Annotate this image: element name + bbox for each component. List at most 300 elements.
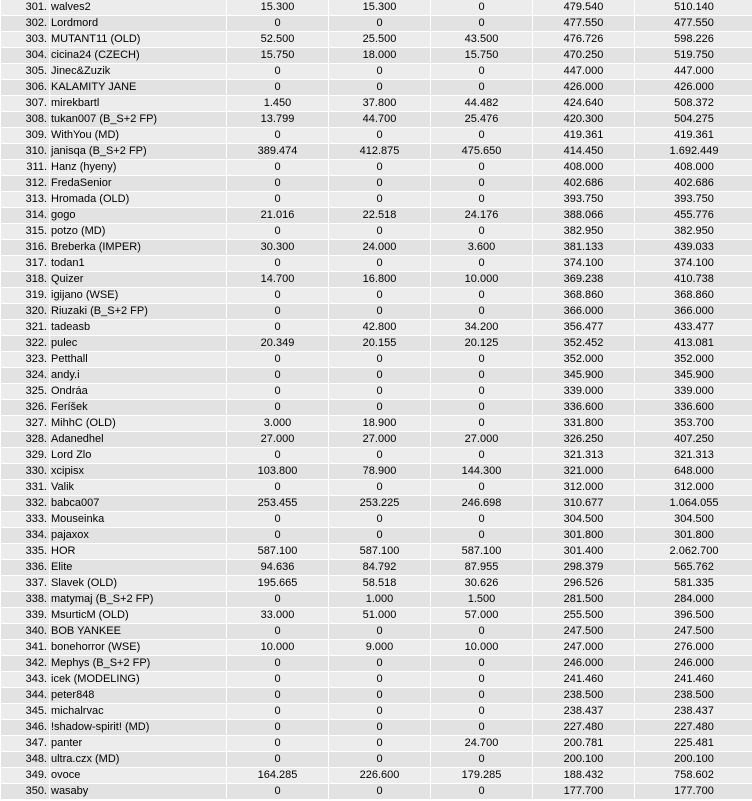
value-col-2-cell: 0 — [329, 736, 430, 751]
table-row — [1, 416, 752, 431]
table-row — [1, 496, 752, 511]
value-col-4-cell: 321.000 — [533, 464, 634, 479]
player-name-cell: FredaSenior — [50, 176, 226, 191]
total-cell: 519.750 — [635, 48, 752, 63]
table-row — [1, 784, 752, 799]
rank-cell: 303. — [1, 32, 49, 47]
value-col-1-cell: 13.799 — [227, 112, 328, 127]
table-row — [1, 736, 752, 751]
total-cell: 1.064.055 — [635, 496, 752, 511]
value-col-1-cell: 0 — [227, 16, 328, 31]
total-cell: 339.000 — [635, 384, 752, 399]
value-col-1-cell: 21.016 — [227, 208, 328, 223]
total-cell: 368.860 — [635, 288, 752, 303]
value-col-1-cell: 0 — [227, 80, 328, 95]
value-col-2-cell: 9.000 — [329, 640, 430, 655]
table-row — [1, 720, 752, 735]
value-col-4-cell: 339.000 — [533, 384, 634, 399]
value-col-2-cell: 25.500 — [329, 32, 430, 47]
value-col-4-cell: 393.750 — [533, 192, 634, 207]
value-col-4-cell: 331.800 — [533, 416, 634, 431]
value-col-1-cell: 14.700 — [227, 272, 328, 287]
rank-cell: 325. — [1, 384, 49, 399]
value-col-3-cell: 0 — [431, 688, 532, 703]
value-col-2-cell: 0 — [329, 304, 430, 319]
table-row — [1, 704, 752, 719]
value-col-3-cell: 475.650 — [431, 144, 532, 159]
rank-cell: 342. — [1, 656, 49, 671]
rank-cell: 320. — [1, 304, 49, 319]
player-name-cell: Breberka (IMPER) — [50, 240, 226, 255]
table-row — [1, 384, 752, 399]
value-col-2-cell: 226.600 — [329, 768, 430, 783]
player-name-cell: andy.i — [50, 368, 226, 383]
value-col-3-cell: 0 — [431, 64, 532, 79]
player-name-cell: Lordmord — [50, 16, 226, 31]
table-row — [1, 128, 752, 143]
rank-cell: 328. — [1, 432, 49, 447]
total-cell: 396.500 — [635, 608, 752, 623]
rank-cell: 306. — [1, 80, 49, 95]
rank-cell: 317. — [1, 256, 49, 271]
value-col-3-cell: 0 — [431, 448, 532, 463]
value-col-1-cell: 1.450 — [227, 96, 328, 111]
player-name-cell: Mephys (B_S+2 FP) — [50, 656, 226, 671]
value-col-3-cell: 0 — [431, 624, 532, 639]
total-cell: 1.692.449 — [635, 144, 752, 159]
table-row — [1, 688, 752, 703]
value-col-2-cell: 58.518 — [329, 576, 430, 591]
player-name-cell: tukan007 (B_S+2 FP) — [50, 112, 226, 127]
value-col-3-cell: 0 — [431, 368, 532, 383]
value-col-3-cell: 0 — [431, 416, 532, 431]
player-name-cell: HOR — [50, 544, 226, 559]
value-col-2-cell: 0 — [329, 288, 430, 303]
value-col-2-cell: 0 — [329, 16, 430, 31]
value-col-3-cell: 0 — [431, 224, 532, 239]
value-col-4-cell: 241.460 — [533, 672, 634, 687]
value-col-1-cell: 0 — [227, 752, 328, 767]
rank-cell: 307. — [1, 96, 49, 111]
value-col-2-cell: 20.155 — [329, 336, 430, 351]
rank-cell: 314. — [1, 208, 49, 223]
value-col-1-cell: 0 — [227, 528, 328, 543]
total-cell: 238.500 — [635, 688, 752, 703]
value-col-1-cell: 0 — [227, 624, 328, 639]
rank-cell: 329. — [1, 448, 49, 463]
value-col-4-cell: 477.550 — [533, 16, 634, 31]
player-name-cell: mirekbartl — [50, 96, 226, 111]
value-col-4-cell: 247.500 — [533, 624, 634, 639]
value-col-2-cell: 0 — [329, 384, 430, 399]
total-cell: 565.762 — [635, 560, 752, 575]
value-col-3-cell: 10.000 — [431, 272, 532, 287]
value-col-3-cell: 0 — [431, 304, 532, 319]
rank-cell: 341. — [1, 640, 49, 655]
value-col-1-cell: 10.000 — [227, 640, 328, 655]
rank-cell: 326. — [1, 400, 49, 415]
value-col-2-cell: 0 — [329, 80, 430, 95]
total-cell: 247.500 — [635, 624, 752, 639]
rank-cell: 337. — [1, 576, 49, 591]
value-col-4-cell: 420.300 — [533, 112, 634, 127]
value-col-1-cell: 0 — [227, 320, 328, 335]
player-name-cell: panter — [50, 736, 226, 751]
value-col-4-cell: 369.238 — [533, 272, 634, 287]
table-row — [1, 480, 752, 495]
value-col-3-cell: 0 — [431, 176, 532, 191]
value-col-1-cell: 0 — [227, 224, 328, 239]
total-cell: 304.500 — [635, 512, 752, 527]
rank-cell: 310. — [1, 144, 49, 159]
value-col-3-cell: 0 — [431, 160, 532, 175]
table-row — [1, 112, 752, 127]
value-col-1-cell: 0 — [227, 176, 328, 191]
total-cell: 238.437 — [635, 704, 752, 719]
table-row — [1, 368, 752, 383]
player-name-cell: potzo (MD) — [50, 224, 226, 239]
value-col-2-cell: 15.300 — [329, 0, 430, 15]
total-cell: 241.460 — [635, 672, 752, 687]
value-col-3-cell: 24.176 — [431, 208, 532, 223]
value-col-4-cell: 374.100 — [533, 256, 634, 271]
value-col-3-cell: 0 — [431, 128, 532, 143]
rank-cell: 311. — [1, 160, 49, 175]
player-name-cell: gogo — [50, 208, 226, 223]
rank-cell: 348. — [1, 752, 49, 767]
total-cell: 312.000 — [635, 480, 752, 495]
rank-cell: 330. — [1, 464, 49, 479]
value-col-3-cell: 1.500 — [431, 592, 532, 607]
rank-cell: 336. — [1, 560, 49, 575]
total-cell: 2.062.700 — [635, 544, 752, 559]
total-cell: 407.250 — [635, 432, 752, 447]
table-row — [1, 256, 752, 271]
value-col-3-cell: 0 — [431, 704, 532, 719]
value-col-4-cell: 321.313 — [533, 448, 634, 463]
total-cell: 402.686 — [635, 176, 752, 191]
player-name-cell: !shadow-spirit! (MD) — [50, 720, 226, 735]
value-col-1-cell: 0 — [227, 784, 328, 799]
value-col-4-cell: 356.477 — [533, 320, 634, 335]
table-row — [1, 224, 752, 239]
player-name-cell: Petthall — [50, 352, 226, 367]
player-name-cell: michalrvac — [50, 704, 226, 719]
table-row — [1, 96, 752, 111]
value-col-4-cell: 200.100 — [533, 752, 634, 767]
player-name-cell: ovoce — [50, 768, 226, 783]
value-col-3-cell: 10.000 — [431, 640, 532, 655]
value-col-4-cell: 188.432 — [533, 768, 634, 783]
value-col-1-cell: 27.000 — [227, 432, 328, 447]
value-col-1-cell: 0 — [227, 368, 328, 383]
player-name-cell: matymaj (B_S+2 FP) — [50, 592, 226, 607]
total-cell: 353.700 — [635, 416, 752, 431]
value-col-1-cell: 0 — [227, 720, 328, 735]
total-cell: 408.000 — [635, 160, 752, 175]
total-cell: 276.000 — [635, 640, 752, 655]
value-col-1-cell: 0 — [227, 512, 328, 527]
table-row — [1, 672, 752, 687]
rank-cell: 301. — [1, 0, 49, 15]
value-col-1-cell: 0 — [227, 400, 328, 415]
value-col-4-cell: 366.000 — [533, 304, 634, 319]
total-cell: 382.950 — [635, 224, 752, 239]
rank-cell: 312. — [1, 176, 49, 191]
value-col-1-cell: 0 — [227, 656, 328, 671]
value-col-1-cell: 0 — [227, 64, 328, 79]
table-row — [1, 512, 752, 527]
value-col-2-cell: 16.800 — [329, 272, 430, 287]
player-name-cell: xcipisx — [50, 464, 226, 479]
value-col-1-cell: 33.000 — [227, 608, 328, 623]
value-col-4-cell: 310.677 — [533, 496, 634, 511]
value-col-4-cell: 381.133 — [533, 240, 634, 255]
player-name-cell: bonehorror (WSE) — [50, 640, 226, 655]
value-col-2-cell: 0 — [329, 352, 430, 367]
total-cell: 581.335 — [635, 576, 752, 591]
value-col-4-cell: 336.600 — [533, 400, 634, 415]
value-col-3-cell: 0 — [431, 512, 532, 527]
value-col-3-cell: 3.600 — [431, 240, 532, 255]
value-col-1-cell: 164.285 — [227, 768, 328, 783]
rank-cell: 346. — [1, 720, 49, 735]
value-col-2-cell: 18.900 — [329, 416, 430, 431]
value-col-4-cell: 345.900 — [533, 368, 634, 383]
player-name-cell: janisqa (B_S+2 FP) — [50, 144, 226, 159]
value-col-2-cell: 24.000 — [329, 240, 430, 255]
player-name-cell: MihhC (OLD) — [50, 416, 226, 431]
value-col-1-cell: 20.349 — [227, 336, 328, 351]
player-name-cell: KALAMITY JANE — [50, 80, 226, 95]
total-cell: 227.480 — [635, 720, 752, 735]
value-col-4-cell: 246.000 — [533, 656, 634, 671]
value-col-4-cell: 419.361 — [533, 128, 634, 143]
total-cell: 284.000 — [635, 592, 752, 607]
value-col-3-cell: 0 — [431, 656, 532, 671]
total-cell: 439.033 — [635, 240, 752, 255]
table-row — [1, 608, 752, 623]
value-col-2-cell: 37.800 — [329, 96, 430, 111]
value-col-1-cell: 52.500 — [227, 32, 328, 47]
value-col-2-cell: 78.900 — [329, 464, 430, 479]
player-name-cell: icek (MODELING) — [50, 672, 226, 687]
value-col-4-cell: 368.860 — [533, 288, 634, 303]
value-col-4-cell: 476.726 — [533, 32, 634, 47]
total-cell: 413.081 — [635, 336, 752, 351]
value-col-2-cell: 0 — [329, 720, 430, 735]
value-col-1-cell: 3.000 — [227, 416, 328, 431]
value-col-2-cell: 0 — [329, 448, 430, 463]
total-cell: 352.000 — [635, 352, 752, 367]
value-col-4-cell: 408.000 — [533, 160, 634, 175]
value-col-4-cell: 426.000 — [533, 80, 634, 95]
value-col-1-cell: 0 — [227, 304, 328, 319]
value-col-3-cell: 0 — [431, 288, 532, 303]
value-col-4-cell: 470.250 — [533, 48, 634, 63]
value-col-1-cell: 94.636 — [227, 560, 328, 575]
value-col-3-cell: 30.626 — [431, 576, 532, 591]
value-col-2-cell: 42.800 — [329, 320, 430, 335]
value-col-3-cell: 0 — [431, 16, 532, 31]
value-col-3-cell: 0 — [431, 352, 532, 367]
rank-cell: 323. — [1, 352, 49, 367]
rank-cell: 334. — [1, 528, 49, 543]
value-col-4-cell: 238.500 — [533, 688, 634, 703]
player-name-cell: cicina24 (CZECH) — [50, 48, 226, 63]
total-cell: 393.750 — [635, 192, 752, 207]
value-col-1-cell: 0 — [227, 288, 328, 303]
table-row — [1, 48, 752, 63]
value-col-2-cell: 0 — [329, 368, 430, 383]
value-col-1-cell: 0 — [227, 160, 328, 175]
rank-cell: 319. — [1, 288, 49, 303]
value-col-2-cell: 587.100 — [329, 544, 430, 559]
total-cell: 426.000 — [635, 80, 752, 95]
value-col-2-cell: 253.225 — [329, 496, 430, 511]
rank-cell: 324. — [1, 368, 49, 383]
total-cell: 598.226 — [635, 32, 752, 47]
player-name-cell: MUTANT11 (OLD) — [50, 32, 226, 47]
value-col-2-cell: 0 — [329, 224, 430, 239]
table-row — [1, 752, 752, 767]
player-name-cell: Lord Zlo — [50, 448, 226, 463]
value-col-3-cell: 0 — [431, 80, 532, 95]
value-col-1-cell: 253.455 — [227, 496, 328, 511]
table-row — [1, 144, 752, 159]
value-col-3-cell: 43.500 — [431, 32, 532, 47]
value-col-2-cell: 44.700 — [329, 112, 430, 127]
value-col-4-cell: 298.379 — [533, 560, 634, 575]
total-cell: 477.550 — [635, 16, 752, 31]
value-col-4-cell: 247.000 — [533, 640, 634, 655]
table-row — [1, 32, 752, 47]
value-col-4-cell: 301.800 — [533, 528, 634, 543]
table-row — [1, 464, 752, 479]
value-col-3-cell: 246.698 — [431, 496, 532, 511]
value-col-2-cell: 0 — [329, 512, 430, 527]
value-col-3-cell: 0 — [431, 192, 532, 207]
value-col-2-cell: 0 — [329, 752, 430, 767]
total-cell: 510.140 — [635, 0, 752, 15]
value-col-2-cell: 0 — [329, 256, 430, 271]
value-col-4-cell: 388.066 — [533, 208, 634, 223]
total-cell: 177.700 — [635, 784, 752, 799]
player-name-cell: Jinec&Zuzik — [50, 64, 226, 79]
table-row — [1, 560, 752, 575]
rank-cell: 321. — [1, 320, 49, 335]
table-row — [1, 176, 752, 191]
total-cell: 374.100 — [635, 256, 752, 271]
value-col-4-cell: 312.000 — [533, 480, 634, 495]
value-col-2-cell: 18.000 — [329, 48, 430, 63]
value-col-4-cell: 352.452 — [533, 336, 634, 351]
value-col-3-cell: 587.100 — [431, 544, 532, 559]
value-col-2-cell: 0 — [329, 128, 430, 143]
rank-cell: 340. — [1, 624, 49, 639]
total-cell: 504.275 — [635, 112, 752, 127]
value-col-2-cell: 0 — [329, 160, 430, 175]
total-cell: 301.800 — [635, 528, 752, 543]
total-cell: 433.477 — [635, 320, 752, 335]
value-col-2-cell: 0 — [329, 784, 430, 799]
player-name-cell: Elite — [50, 560, 226, 575]
player-name-cell: igijano (WSE) — [50, 288, 226, 303]
value-col-4-cell: 255.500 — [533, 608, 634, 623]
value-col-2-cell: 0 — [329, 176, 430, 191]
rank-cell: 343. — [1, 672, 49, 687]
total-cell: 321.313 — [635, 448, 752, 463]
value-col-1-cell: 15.300 — [227, 0, 328, 15]
value-col-4-cell: 352.000 — [533, 352, 634, 367]
value-col-2-cell: 0 — [329, 528, 430, 543]
rank-cell: 322. — [1, 336, 49, 351]
value-col-3-cell: 0 — [431, 0, 532, 15]
table-row — [1, 80, 752, 95]
value-col-3-cell: 20.125 — [431, 336, 532, 351]
value-col-3-cell: 0 — [431, 752, 532, 767]
value-col-1-cell: 587.100 — [227, 544, 328, 559]
player-name-cell: pajaxox — [50, 528, 226, 543]
total-cell: 366.000 — [635, 304, 752, 319]
player-name-cell: todan1 — [50, 256, 226, 271]
table-row — [1, 304, 752, 319]
value-col-2-cell: 0 — [329, 400, 430, 415]
value-col-2-cell: 22.518 — [329, 208, 430, 223]
value-col-2-cell: 84.792 — [329, 560, 430, 575]
total-cell: 345.900 — [635, 368, 752, 383]
rank-cell: 308. — [1, 112, 49, 127]
value-col-4-cell: 414.450 — [533, 144, 634, 159]
value-col-4-cell: 177.700 — [533, 784, 634, 799]
value-col-1-cell: 0 — [227, 480, 328, 495]
ranking-rows — [1, 0, 752, 799]
value-col-1-cell: 0 — [227, 672, 328, 687]
rank-cell: 347. — [1, 736, 49, 751]
table-row — [1, 656, 752, 671]
total-cell: 200.100 — [635, 752, 752, 767]
rank-cell: 318. — [1, 272, 49, 287]
value-col-2-cell: 0 — [329, 624, 430, 639]
rank-cell: 349. — [1, 768, 49, 783]
total-cell: 225.481 — [635, 736, 752, 751]
player-name-cell: Feríšek — [50, 400, 226, 415]
player-name-cell: Riuzaki (B_S+2 FP) — [50, 304, 226, 319]
value-col-4-cell: 301.400 — [533, 544, 634, 559]
table-row — [1, 544, 752, 559]
value-col-3-cell: 87.955 — [431, 560, 532, 575]
value-col-2-cell: 0 — [329, 64, 430, 79]
value-col-4-cell: 304.500 — [533, 512, 634, 527]
value-col-4-cell: 227.480 — [533, 720, 634, 735]
total-cell: 246.000 — [635, 656, 752, 671]
table-row — [1, 528, 752, 543]
value-col-4-cell: 296.526 — [533, 576, 634, 591]
table-row — [1, 448, 752, 463]
value-col-4-cell: 281.500 — [533, 592, 634, 607]
rank-cell: 350. — [1, 784, 49, 799]
value-col-1-cell: 15.750 — [227, 48, 328, 63]
player-name-cell: BOB YANKEE — [50, 624, 226, 639]
value-col-2-cell: 1.000 — [329, 592, 430, 607]
value-col-2-cell: 0 — [329, 656, 430, 671]
value-col-1-cell: 103.800 — [227, 464, 328, 479]
value-col-2-cell: 0 — [329, 672, 430, 687]
table-row — [1, 240, 752, 255]
table-row — [1, 336, 752, 351]
rank-cell: 332. — [1, 496, 49, 511]
total-cell: 455.776 — [635, 208, 752, 223]
